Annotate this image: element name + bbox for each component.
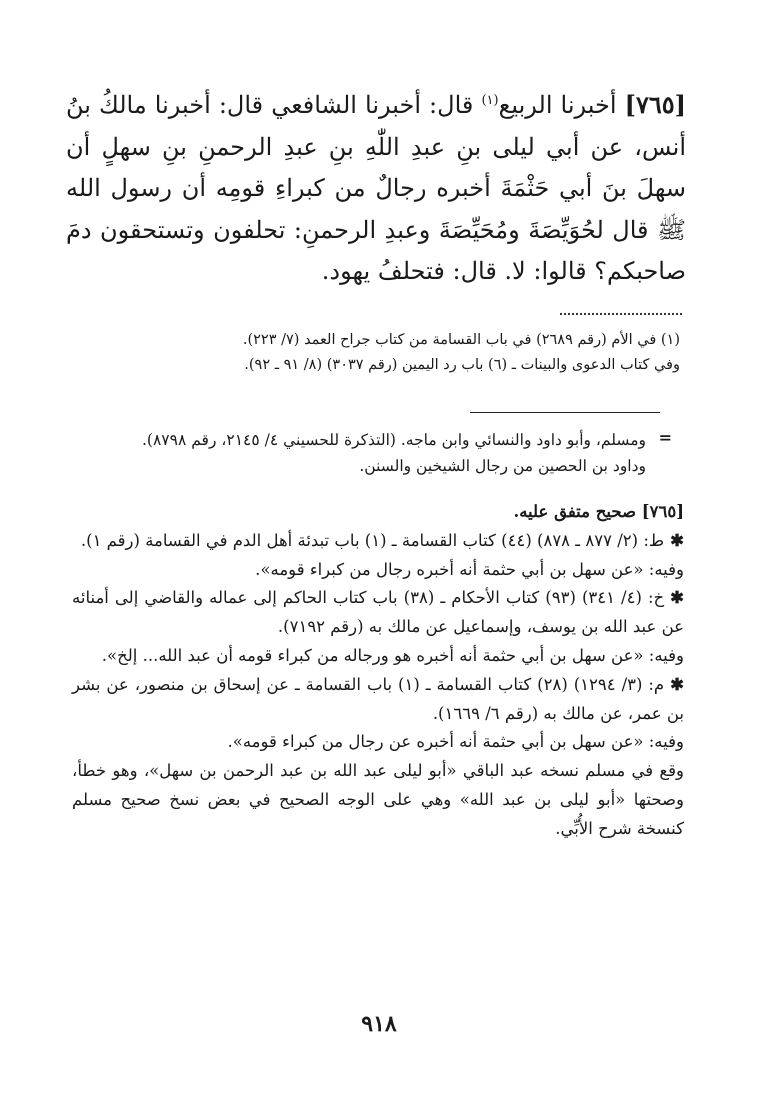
hadith-body: قال: أخبرنا الشافعي قال: أخبرنا مالكُ بنُ أنس، عن أبي ليلى بنِ عبدِ اللّٰهِ بنِ عبدِ الرحمنِ بنِ سهلٍ أن سهلَ بنَ أبي حَثْمَةَ أخبره رجالٌ من كبراءِ قومِه أن رسول الله ﷺ قال لحُوَيِّصَةَ ومُحَيِّصَةَ وعبدِ الرحمنِ: تحلفون وتستحقون دمَ صاحبكم؟ قالوا: لا. قال: فتحلفُ يهود. bbox=[66, 91, 686, 285]
hadith-lead: أخبرنا الربيع bbox=[498, 91, 617, 119]
footnote-line: وفي كتاب الدعوى والبينات ـ (٦) باب رد اليمين (رقم ٣٠٣٧) (٨/ ٩١ ـ ٩٢). bbox=[244, 357, 680, 373]
page-number: ٩١٨ bbox=[361, 1011, 397, 1037]
takhrij-heading: [٧٦٥] صحيح متفق عليه. bbox=[513, 502, 684, 521]
hadith-number: [٧٦٥] bbox=[624, 90, 686, 119]
section-divider bbox=[470, 412, 660, 413]
continued-line: ومسلم، وأبو داود والنسائي وابن ماجه. (التذكرة للحسيني ٤/ ٢١٤٥، رقم ٨٧٩٨). bbox=[142, 431, 646, 449]
hadith-text-block bbox=[66, 84, 686, 293]
continued-line: وداود بن الحصين من رجال الشيخين والسنن. bbox=[359, 457, 646, 475]
footnote-line: (١) في الأم (رقم ٢٦٨٩) في باب القسامة من كتاب جراح العمد (٧/ ٢٢٣). bbox=[242, 332, 680, 348]
star-icon: ✱ bbox=[670, 588, 684, 608]
takhrij-item: ✱خ: (٤/ ٣٤١) (٩٣) كتاب الأحكام ـ (٣٨) باب كتاب الحاكم إلى عماله والقاضي إلى أمنائه عن عبد الله بن يوسف، وإسماعيل عن مالك به (رقم ٧١٩٢). bbox=[72, 588, 684, 637]
takhrij-item: وفيه: «عن سهل بن أبي حثمة أنه أخبره هو ورجاله من كبراء قومه أن عبد الله... إلخ». bbox=[101, 645, 684, 665]
takhrij-item: ✱م: (٣/ ١٢٩٤) (٢٨) كتاب القسامة ـ (١) باب القسامة ـ عن إسحاق بن منصور، عن بشر بن عمر، عن مالك به (رقم ٦/ ١٦٦٩). bbox=[72, 674, 684, 723]
continued-footnote bbox=[96, 427, 646, 479]
star-icon: ✱ bbox=[670, 530, 684, 550]
takhrij-item: وفيه: «عن سهل بن أبي حثمة أنه أخبره رجال من كبراء قومه». bbox=[255, 559, 684, 579]
takhrij-item: ✱ط: (٢/ ٨٧٧ ـ ٨٧٨) (٤٤) كتاب القسامة ـ (١) باب تبدئة أهل الدم في القسامة (رقم ١). bbox=[80, 530, 684, 550]
footnotes bbox=[100, 328, 680, 378]
footnote-reference[interactable]: (١) bbox=[481, 93, 499, 108]
continuation-mark: = bbox=[658, 428, 672, 447]
footnote-separator bbox=[560, 313, 682, 315]
hadith-paragraph bbox=[66, 84, 686, 293]
takhrij-item: وقع في مسلم نسخه عبد الباقي «أبو ليلى عبد الله بن عبد الرحمن بن سهل»، وهو خطأ، وصحتها «أبو ليلى بن عبد الله» وهي على الوجه الصحيح في بعض نسخ صحيح مسلم كنسخة شرح الأُبِّي. bbox=[72, 761, 684, 838]
takhrij-item: وفيه: «عن سهل بن أبي حثمة أنه أخبره عن رجال من كبراء قومه». bbox=[227, 732, 684, 752]
takhrij-notes bbox=[72, 498, 684, 844]
star-icon: ✱ bbox=[670, 674, 684, 694]
